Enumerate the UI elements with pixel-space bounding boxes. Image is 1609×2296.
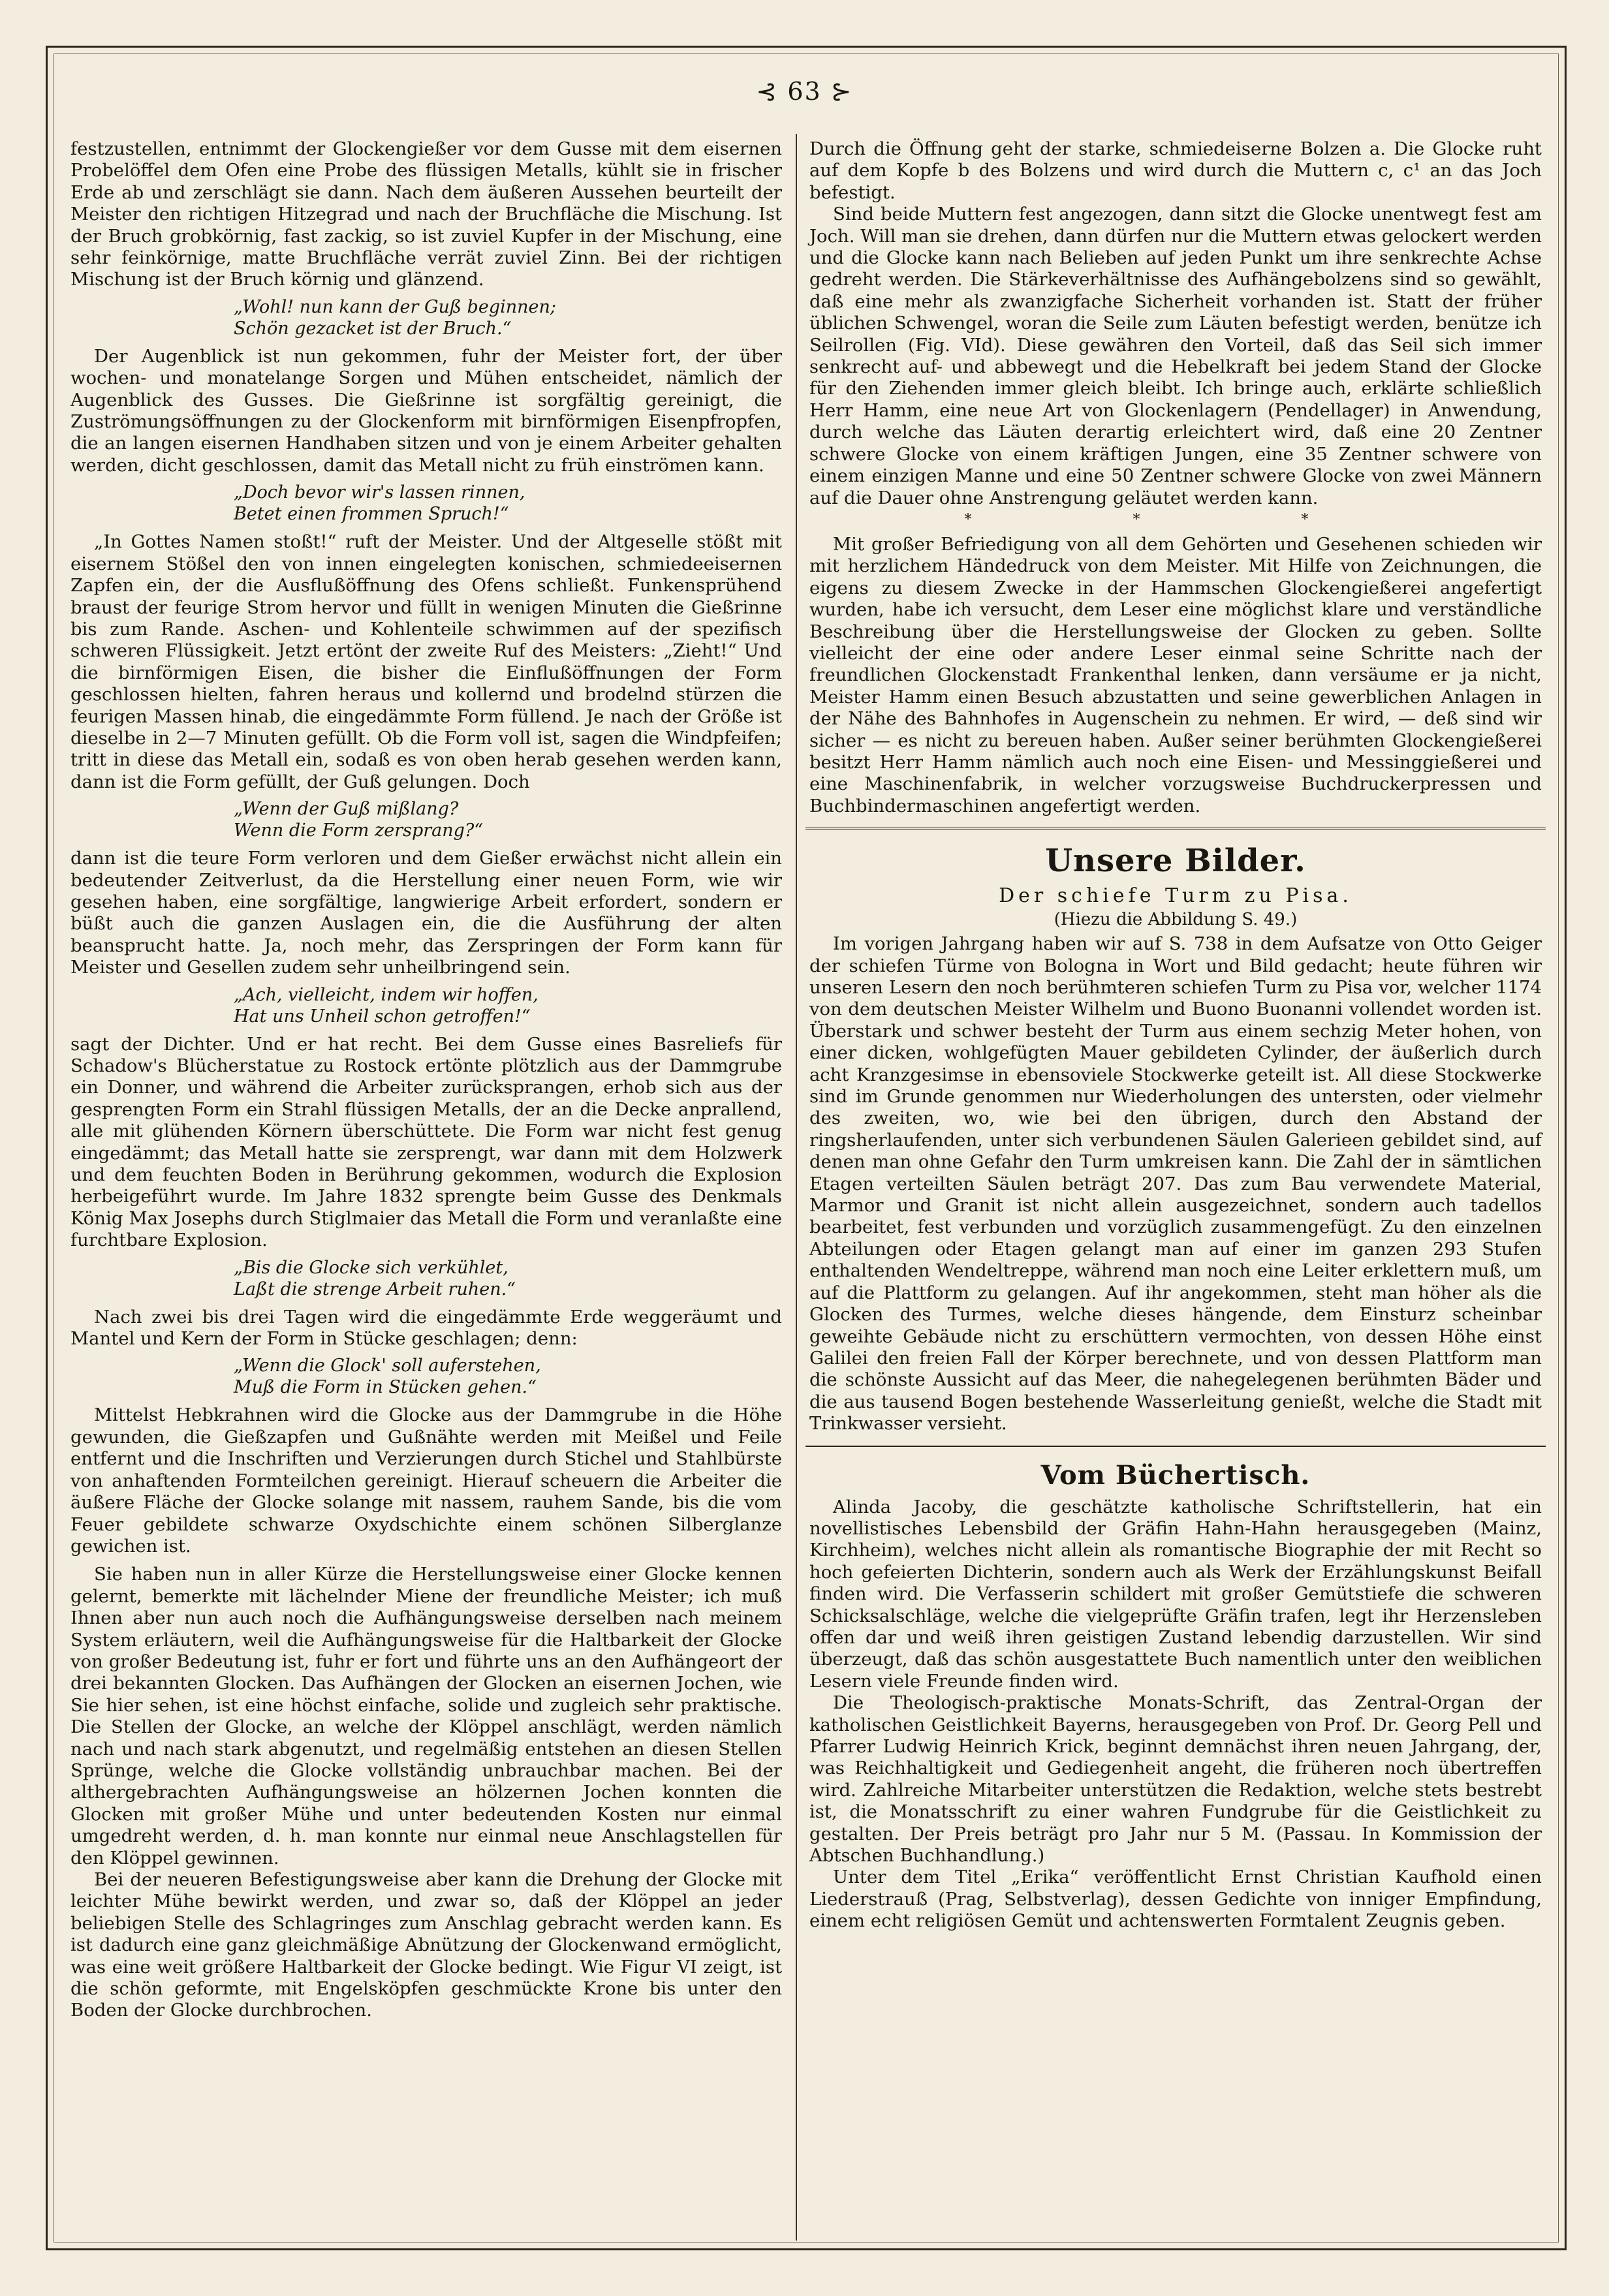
- paragraph: Sie haben nun in aller Kürze die Herstellungsweise einer Glocke kennen gelernt, bemerkte mit lächelnder Miene der freundliche Meister; ich muß Ihnen aber nun auch noch die Aufhängungsweise derselben nach meinem System erläutern, weil die Aufhängungsweise für die Haltbarkeit der Glocke von großer Bedeutung ist, fuhr er fort und führte uns an den Aufhängeort der drei bekannten Glocken. Das Aufhängen der Glocken an eisernen Jochen, wie Sie hier sehen, ist eine höchst einfache, solide und zugleich sehr praktische. Die Stellen der Glocke, an welche der Klöppel anschlägt, werden nämlich nach und nach stark abgenutzt, und regelmäßig entstehen an diesen Stellen Sprünge, welche die Glocke vollständig unbrauchbar machen. Bei der althergebrachten Aufhängungsweise an hölzernen Jochen konnten die Glocken mit großer Mühe und unter bedeutenden Kosten nur einmal umgedreht werden, d. h. man konnte nur einmal neue Anschlagstellen für den Klöppel gewinnen.: [70, 1564, 782, 1869]
- paragraph: Die Theologisch-praktische Monats-Schrift, das Zentral-Organ der katholischen Geistlichkeit Bayerns, herausgegeben von Prof. Dr. Georg Pell und Pfarrer Ludwig Heinrich Krick, beginnt demnächst ihren neuen Jahrgang, der, was Reichhaltigkeit und Gediegenheit angeht, die früheren noch übertreffen wird. Zahlreiche Mitarbeiter unterstützen die Redaktion, welche stets bestrebt ist, die Monatsschrift zu einer wahren Fundgrube für die Geistlichkeit zu gestalten. Der Preis beträgt pro Jahr nur 5 M. (Passau. In Kommission der Abtschen Buchhandlung.): [809, 1692, 1542, 1867]
- figure-reference: (Hiezu die Abbildung S. 49.): [1054, 910, 1298, 930]
- section-title: Unsere Bilder.: [1045, 843, 1306, 880]
- verse-line: Betet einen frommen Spruch!“: [234, 504, 509, 525]
- ornament-left-icon: ⊰: [756, 77, 779, 106]
- paragraph: Im vorigen Jahrgang haben wir auf S. 738 in dem Aufsatze von Otto Geiger der schiefen Türme von Bologna in Wort und Bild gedacht; heute führen wir unseren Lesern den noch berühmteren schiefen Turm zu Pisa vor, welcher 1174 von dem deutschen Meister Wilhelm und Buono Buonanni vollendet worden ist. Überstark und schwer besteht der Turm aus einem sechzig Meter hohen, von einer dicken, wohlgefügten Mauer gebildeten Cylinder, der äußerlich durch acht Kranzgesimse in ebensoviele Stockwerke geteilt ist. All diese Stockwerke sind im Grunde genommen nur Wiederholungen des untersten, oder vielmehr des zweiten, wo, wie bei den übrigen, durch den Abstand der ringsherlaufenden, unter sich verbundenen Säulen Galerieen gebildet sind, auf denen man ohne Gefahr den Turm umkreisen kann. Die Zahl der in sämtlichen Etagen verteilten Säulen beträgt 207. Das zum Bau verwendete Material, Marmor und Granit ist nicht allein ausgezeichnet, sondern auch tadellos bearbeitet, fest verbunden und vorzüglich zusammengefügt. Zu den einzelnen Abteilungen oder Etagen gelangt man auf einer im ganzen 293 Stufen enthaltenden Wendeltreppe, während man noch eine Leiter erklettern muß, um auf die Plattform zu gelangen. Auf ihr angekommen, steht man höher als die Glocken des Turmes, welche dieses hängende, dem Einsturz scheinbar geweihte Gebäude nicht zu erschüttern vermochten, von dessen Höhe einst Galilei den freien Fall der Körper berechnete, und von dessen Plattform man die schönste Aussicht auf das Meer, die nahegelegenen berühmten Bäder und die aus tausend Bogen bestehende Wasserleitung genießt, welche die Stadt mit Trinkwasser versieht.: [809, 933, 1542, 1435]
- section-divider: [805, 1446, 1546, 1447]
- verse-quote: [70, 1257, 782, 1300]
- right-column: [809, 138, 1542, 1932]
- verse-quote: [70, 984, 782, 1027]
- section-title: Vom Büchertisch.: [1040, 1459, 1311, 1491]
- verse-line: „Wohl! nun kann der Guß beginnen;: [234, 296, 556, 317]
- verse-line: Schön gezacket ist der Bruch.“: [234, 318, 512, 339]
- verse-line: „Wenn die Glock' soll auferstehen,: [234, 1356, 541, 1376]
- paragraph: Unter dem Titel „Erika“ veröffentlicht Ernst Christian Kaufhold einen Liederstrauß (Prag, Selbstverlag), dessen Gedichte von inniger Empfindung, einem echt religiösen Gemüt und achtenswerten Formtalent Zeugnis geben.: [809, 1867, 1542, 1932]
- paragraph: sagt der Dichter. Und er hat recht. Bei dem Gusse eines Basreliefs für Schadow's Blücherstatue zu Rostock ertönte plötzlich aus der Dammgrube ein Donner, und während die Arbeiter zurücksprangen, erhob sich aus der gesprengten Form ein Strahl flüssigen Metalls, der an die Decke anprallend, alle mit glühenden Körnern überschüttete. Die Form war nicht fest genug eingedämmt; das Metall hatte sie zersprengt, war dann mit dem Holzwerk und dem feuchten Boden in Berührung gekommen, wodurch die Explosion herbeigeführt wurde. Im Jahre 1832 sprengte beim Gusse des Denkmals König Max Josephs durch Stiglmaier das Metall die Form und veranlaßte eine furchtbare Explosion.: [70, 1033, 782, 1251]
- paragraph: Mittelst Hebkrahnen wird die Glocke aus der Dammgrube in die Höhe gewunden, die Gießzapfen und Gußnähte werden mit Meißel und Feile entfernt und die Inschriften und Verzierungen durch Stichel und Stahlbürste von anhaftenden Formteilchen gereinigt. Hierauf scheuern die Arbeiter die äußere Fläche der Glocke solange mit nassem, rauhem Sande, bis die vom Feuer gebildete schwarze Oxydschichte einem schönen Silberglanze gewichen ist.: [70, 1404, 782, 1557]
- verse-line: Laßt die strenge Arbeit ruhen.“: [234, 1279, 516, 1299]
- paragraph: Bei der neueren Befestigungsweise aber kann die Drehung der Glocke mit leichter Mühe bewirkt werden, und zwar so, daß der Klöppel an jeder beliebigen Stelle des Schlagringes zum Anschlag gebracht werden kann. Es ist dadurch eine ganz gleichmäßige Abnützung der Glockenwand ermöglicht, was eine weit größere Haltbarkeit der Glocke bedingt. Wie Figur VI zeigt, ist die schön geformte, mit Engelsköpfen geschmückte Krone bis unter den Boden der Glocke durchbrochen.: [70, 1869, 782, 2021]
- paragraph: festzustellen, entnimmt der Glockengießer vor dem Gusse mit dem eisernen Probelöffel dem Ofen eine Probe des flüssigen Metalls, kühlt sie in frischer Erde ab und zerschlägt sie dann. Nach dem äußeren Aussehen beurteilt der Meister den richtigen Hitzegrad und nach der Bruchfläche die Mischung. Ist der Bruch grobkörnig, fast zackig, so ist zuviel Kupfer in der Mischung, eine sehr feinkörnige, matte Bruchfläche verrät zuviel Zinn. Bei der richtigen Mischung ist der Bruch körnig und glänzend.: [70, 138, 782, 290]
- verse-line: „Wenn der Guß mißlang?: [234, 799, 459, 820]
- verse-quote: [70, 1355, 782, 1398]
- section-break-stars: * * *: [964, 511, 1387, 528]
- paragraph: Durch die Öffnung geht der starke, schmiedeiserne Bolzen a. Die Glocke ruht auf dem Kopfe b des Bolzens und wird durch die Muttern c, c¹ an das Joch befestigt.: [809, 138, 1542, 203]
- verse-quote: [70, 482, 782, 525]
- verse-line: „Ach, vielleicht, indem wir hoffen,: [234, 984, 539, 1005]
- paragraph: Sind beide Muttern fest angezogen, dann sitzt die Glocke unentwegt fest am Joch. Will man sie drehen, dann dürfen nur die Muttern etwas gelockert werden und die Glocke kann nach Belieben auf jeden Punkt um ihre senkrechte Achse gedreht werden. Die Stärkeverhältnisse des Aufhängebolzens sind so gewählt, daß eine mehr als zwanzigfache Sicherheit vorhanden ist. Statt der früher üblichen Schwengel, woran die Seile zum Läuten befestigt werden, benütze ich Seilrollen (Fig. VId). Diese gewähren den Vorteil, daß das Seil sich immer senkrecht auf- und abbewegt und die Hebelkraft bei jedem Stand der Glocke für den Ziehenden immer gleich bleibt. Ich bringe auch, erklärte schließlich Herr Hamm, eine neue Art von Glockenlagern (Pendellager) in Anwendung, durch welche das Läuten derartig erleichtert wird, daß eine 20 Zentner schwere Glocke von einem kräftigen Jungen, eine 35 Zentner schwere von einem einzigen Manne und eine 50 Zentner schwere Glocke von zwei Männern auf die Dauer ohne Anstrengung geläutet werden kann.: [809, 204, 1542, 508]
- verse-line: „Bis die Glocke sich verkühlet,: [234, 1257, 508, 1278]
- column-divider: [796, 134, 797, 2241]
- verse-quote: [70, 296, 782, 339]
- verse-line: Hat uns Unheil schon getroffen!“: [234, 1006, 531, 1027]
- verse-line: „Doch bevor wir's lassen rinnen,: [234, 482, 525, 503]
- verse-line: Wenn die Form zersprang?“: [234, 820, 484, 841]
- paragraph: Mit großer Befriedigung von all dem Gehörten und Gesehenen schieden wir mit herzlichem Händedruck von dem Meister. Mit Hilfe von Zeichnungen, die eigens zu diesem Zwecke in der Hammschen Glockengießerei angefertigt wurden, habe ich versucht, dem Leser eine möglichst klare und verständliche Beschreibung über die Herstellungsweise der Glocken zu geben. Sollte vielleicht der eine oder andere Leser einmal seine Schritte nach der freundlichen Glockenstadt Frankenthal lenken, dann versäume er ja nicht, Meister Hamm einen Besuch abzustatten und seine gewerblichen Anlagen in der Nähe des Bahnhofes in Augenschein zu nehmen. Er wird, — deß sind wir sicher — es nicht zu bereuen haben. Außer seiner berühmten Glockengießerei besitzt Herr Hamm nämlich auch noch eine Eisen- und Messinggießerei und eine Maschinenfabrik, in welcher vorzugsweise Buchdruckerpressen und Buchbindermaschinen angefertigt werden.: [809, 533, 1542, 816]
- verse-line: Muß die Form in Stücken gehen.“: [234, 1377, 537, 1398]
- verse-quote: [70, 798, 782, 841]
- article-title: Der schiefe Turm zu Pisa.: [999, 884, 1352, 908]
- page-number: 63: [787, 77, 822, 106]
- left-column: [70, 138, 782, 2022]
- page-number-header: [0, 77, 1609, 106]
- paragraph: „In Gottes Namen stoßt!“ ruft der Meister. Und der Altgeselle stößt mit eisernem Stößel den von innen eingelegten konischen, schmiedeeisernen Zapfen ein, der die Ausflußöffnung des Ofens schließt. Funkensprühend braust der feurige Strom hervor und füllt in wenigen Minuten die Gießrinne bis zum Rande. Aschen- und Kohlenteile schwimmen auf der spezifisch schweren Flüssigkeit. Jetzt ertönt der zweite Ruf des Meisters: „Zieht!“ Und die birnförmigen Eisen, die bisher die Einflußöffnungen der Form geschlossen hielten, fahren heraus und kollernd und brodelnd stürzen die feurigen Massen hinab, die eingedämmte Form füllend. Je nach der Größe ist dieselbe in 2—7 Minuten gefüllt. Ob die Form voll ist, sagen die Windpfeifen; tritt in diese das Metall ein, sodaß es von oben herab gesehen werden kann, dann ist die Form gefüllt, der Guß gelungen. Doch: [70, 531, 782, 792]
- paragraph: Alinda Jacoby, die geschätzte katholische Schriftstellerin, hat ein novellistisches Lebensbild der Gräfin Hahn-Hahn herausgegeben (Mainz, Kirchheim), welches nicht allein als romantische Biographie der mit Recht so hoch gefeierten Dichterin, sondern auch als Werk der Erzählungskunst Beifall finden wird. Die Verfasserin schildert mit großer Gemütstiefe die schweren Schicksalschläge, welche die vielgeprüfte Gräfin trafen, legt ihr Herzensleben offen dar und weiß ihren geistigen Zustand lebendig darzustellen. Wir sind überzeugt, daß das schön ausgestattete Buch namentlich unter den weiblichen Lesern viele Freunde finden wird.: [809, 1496, 1542, 1692]
- paragraph: Nach zwei bis drei Tagen wird die eingedämmte Erde weggeräumt und Mantel und Kern der Form in Stücke geschlagen; denn:: [70, 1306, 782, 1350]
- section-divider: [805, 828, 1546, 830]
- paragraph: Der Augenblick ist nun gekommen, fuhr der Meister fort, der über wochen- und monatelange Sorgen und Mühen entscheidet, nämlich der Augenblick des Gusses. Die Gießrinne ist sorgfältig gereinigt, die Zuströmungsöffnungen zu der Glockenform mit birnförmigen Eisenpfropfen, die an langen eisernen Handhaben sitzen und von je einem Arbeiter gehalten werden, dicht geschlossen, damit das Metall nicht zu früh einströmen kann.: [70, 345, 782, 476]
- paragraph: dann ist die teure Form verloren und dem Gießer erwächst nicht allein ein bedeutender Zeitverlust, da die Herstellung einer neuen Form, wie wir gesehen haben, eine sorgfältige, langwierige Arbeit erfordert, sondern er büßt auch die ganzen Auslagen ein, die die Ausführung der alten beansprucht hatte. Ja, noch mehr, das Zerspringen der Form kann für Meister und Gesellen zudem sehr unheilbringend sein.: [70, 848, 782, 978]
- ornament-right-icon: ⊱: [830, 77, 853, 106]
